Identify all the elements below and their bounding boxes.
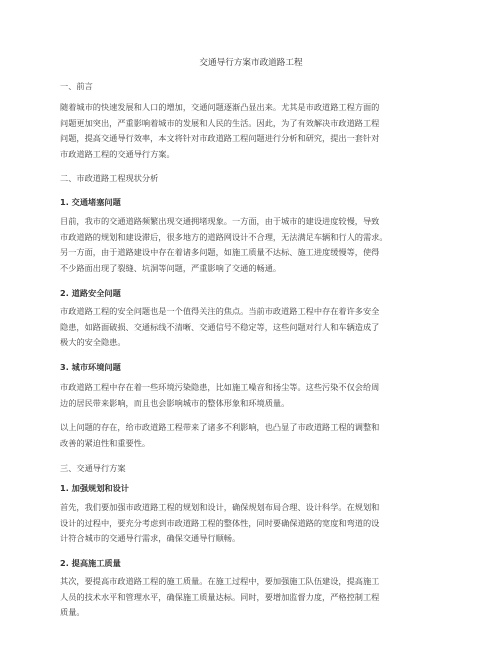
paragraph-line: 随着城市的快速发展和人口的增加，交通问题逐渐凸显出来。尤其是市政道路工程方面的	[60, 102, 380, 112]
subheading-urban-environment: 3. 城市环境问题	[60, 362, 121, 372]
section-heading-preface: 一、前言	[60, 81, 93, 91]
document-title: 交通导行方案市政道路工程	[199, 58, 303, 68]
paragraph-urban-environment	[60, 380, 445, 411]
paragraph-line: 问题，提高交通导行效率，本文将针对市政道路工程问题进行分析和研究，提出一套针对	[60, 133, 380, 144]
subheading-road-safety: 2. 道路安全问题	[60, 288, 121, 298]
paragraph-construction-quality	[60, 574, 445, 621]
subheading-construction-quality: 2. 提高施工质量	[60, 558, 121, 568]
paragraph-line: 改善的紧迫性和重要性。	[60, 437, 151, 448]
paragraph-line: 市政道路工程的安全问题也是一个值得关注的焦点。当前市政道路工程中存在着许多安全	[60, 306, 380, 316]
paragraph-planning-design	[60, 500, 445, 547]
paragraph-line: 另一方面，由于道路建设中存在着诸多问题，如施工质量不达标、施工进度缓慢等，使得	[60, 247, 380, 258]
paragraph-line: 人员的技术水平和管理水平，确保施工质量达标。同时，要增加监督力度，严格控制工程	[60, 591, 380, 602]
paragraph-line: 其次，要提高市政道路工程的施工质量。在施工过程中，要加强施工队伍建设，提高施工	[60, 576, 380, 586]
paragraph-summary	[60, 420, 445, 451]
paragraph-line: 市政道路的规划和建设滞后，很多地方的道路网设计不合理，无法满足车辆和行人的需求。	[60, 231, 388, 242]
paragraph-line: 质量。	[60, 607, 85, 618]
paragraph-line: 隐患，如路面破损、交通标线不清晰、交通信号不稳定等，这些问题对行人和车辆造成了	[60, 321, 380, 332]
paragraph-line: 极大的安全隐患。	[60, 337, 126, 348]
paragraph-line: 设计的过程中，要充分考虑到市政道路工程的整体性，同时要确保道路的宽度和弯道的设	[60, 517, 380, 528]
paragraph-road-safety	[60, 304, 445, 351]
paragraph-line: 以上问题的存在，给市政道路工程带来了诸多不利影响，也凸显了市政道路工程的调整和	[60, 422, 380, 432]
section-heading-status: 二、市政道路工程现状分析	[60, 173, 159, 183]
paragraph-preface	[60, 100, 445, 162]
paragraph-line: 不少路面出现了裂缝、坑洞等问题，严重影响了交通的畅通。	[60, 262, 282, 273]
paragraph-line: 首先，我们要加强市政道路工程的规划和设计，确保规划布局合理、设计科学。在规划和	[60, 502, 380, 512]
paragraph-line: 市政道路工程的交通导行方案。	[60, 148, 175, 159]
paragraph-traffic-congestion	[60, 214, 445, 276]
subheading-traffic-congestion: 1. 交通堵塞问题	[60, 197, 121, 207]
subheading-planning-design: 1. 加强规划和设计	[60, 483, 129, 493]
paragraph-line: 目前，我市的交通道路频繁出现交通拥堵现象。一方面，由于城市的建设进度较慢，导致	[60, 216, 380, 226]
section-heading-plan: 三、交通导行方案	[60, 463, 126, 473]
paragraph-line: 边的居民带来影响，而且也会影响城市的整体形象和环境质量。	[60, 397, 290, 408]
paragraph-line: 问题更加突出，严重影响着城市的发展和人民的生活。因此，为了有效解决市政道路工程	[60, 117, 380, 128]
paragraph-line: 市政道路工程中存在着一些环境污染隐患，比如施工噪音和扬尘等。这些污染不仅会给周	[60, 382, 380, 392]
paragraph-line: 计符合城市的交通导行需求，确保交通导行顺畅。	[60, 533, 241, 544]
